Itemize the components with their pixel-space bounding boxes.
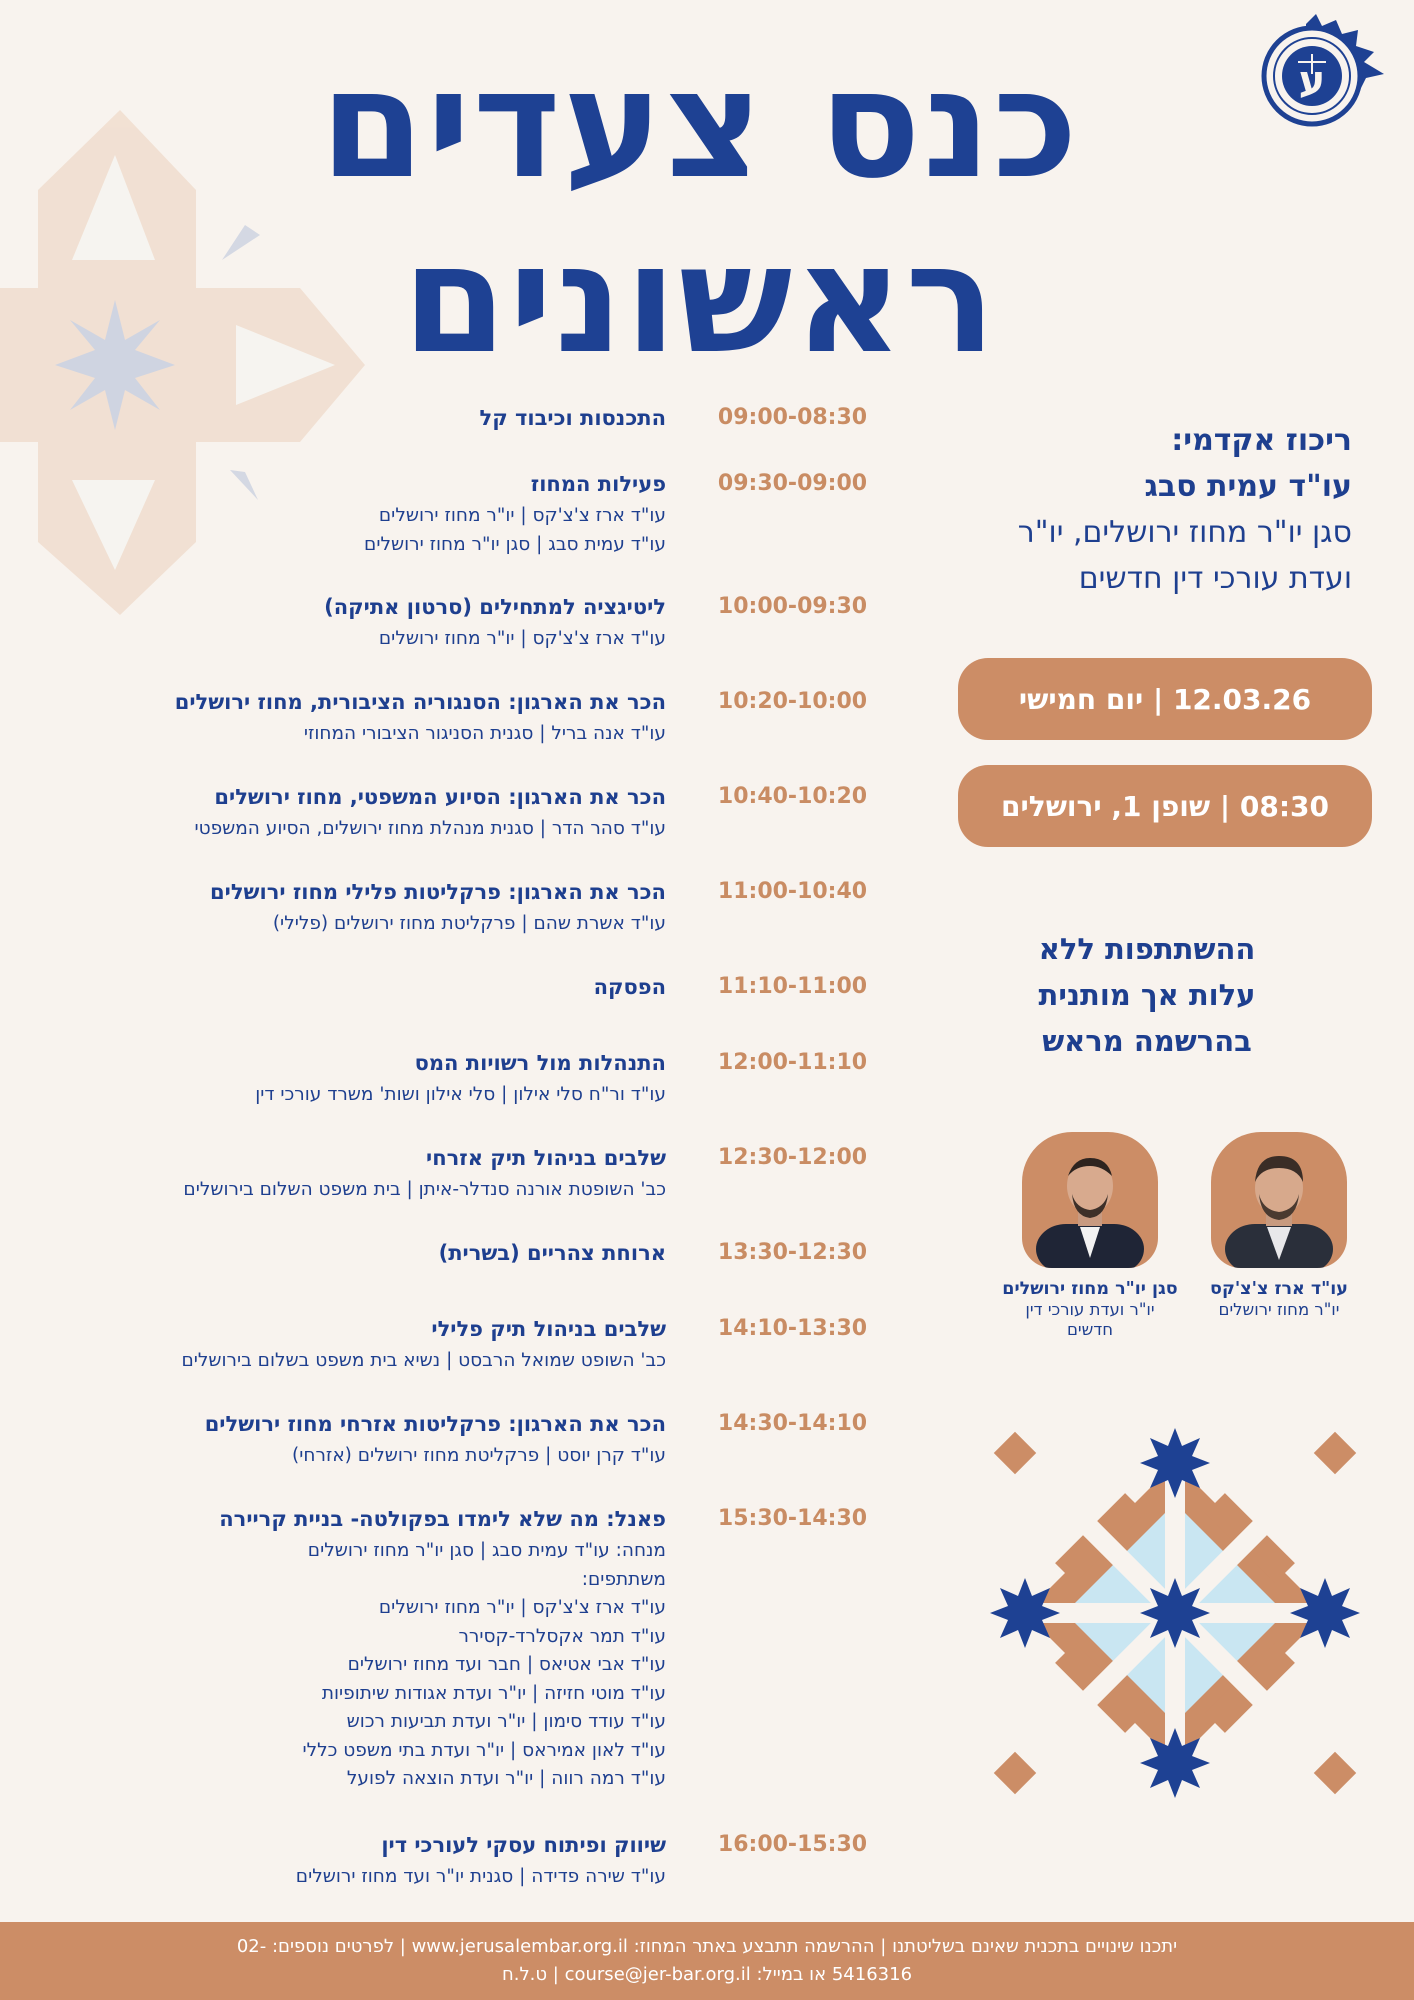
schedule-details <box>26 1501 666 1794</box>
academic-name: עו"ד עמית סבג <box>1144 469 1352 504</box>
schedule-details <box>26 1406 666 1471</box>
academic-heading: ריכוז אקדמי: <box>1171 423 1352 458</box>
schedule-speaker-line: עו"ד רמה רווה | יו"ר ועדת הוצאה לפועל <box>346 1768 666 1789</box>
schedule-speaker-line: מנחה: עו"ד עמית סבג | סגן יו"ר מחוז ירושלים <box>307 1540 666 1561</box>
person-card <box>1000 1132 1180 1340</box>
schedule-speaker-line: עו"ד ארז צ'צ'קס | יו"ר מחוז ירושלים <box>378 628 666 649</box>
schedule-speaker-line: עו"ד לאון אמיראס | יו"ר ועדת בתי משפט כללי <box>302 1739 666 1761</box>
schedule-speaker-line: עו"ד אשרת שהם | פרקליטת מחוז ירושלים (פלילי) <box>272 913 666 934</box>
participation-line-3: בהרשמה מראש <box>1042 1024 1252 1058</box>
person-photo <box>1211 1132 1347 1268</box>
schedule-time: 14:10-13:30 <box>717 1316 868 1341</box>
schedule-speaker-line: עו"ד ור"ח סלי אילון | סלי אילון ושות' משרד עורכי דין <box>255 1084 666 1105</box>
schedule-time: 10:00-09:30 <box>717 594 868 619</box>
schedule-details <box>26 779 666 844</box>
schedule-title: הכר את הארגון: הסנגוריה הציבורית, מחוז ירושלים <box>174 690 666 714</box>
event-date-badge <box>958 658 1372 740</box>
schedule-details <box>26 874 666 939</box>
schedule-title: הכר את הארגון: פרקליטות פלילי מחוז ירושלים <box>210 880 666 904</box>
schedule-speaker-line: עו"ד עודד סימון | יו"ר ועדת תביעות רכוש <box>346 1711 666 1732</box>
schedule-title: הכר את הארגון: הסיוע המשפטי, מחוז ירושלים <box>214 785 666 809</box>
schedule-details <box>26 1045 666 1110</box>
schedule-speaker-line: עו"ד תמר אקסלרד-קסירר <box>458 1625 666 1647</box>
schedule-time: 16:00-15:30 <box>717 1832 868 1857</box>
schedule-time: 10:40-10:20 <box>717 784 868 809</box>
schedule-speaker-line: כב' השופטת אורנה סנדלר-איתן | בית משפט השלום בירושלים <box>183 1179 666 1200</box>
schedule-speaker-line: משתתפים: <box>581 1568 666 1590</box>
schedule-time: 09:00-08:30 <box>717 405 868 430</box>
schedule-details <box>26 1140 666 1205</box>
schedule-time: 12:00-11:10 <box>717 1050 868 1075</box>
schedule-details <box>26 969 666 1005</box>
schedule-speaker-line: עו"ד אבי אטיאס | חבר ועד מחוז ירושלים <box>347 1654 666 1675</box>
schedule-title: שלבים בניהול תיק פלילי <box>431 1317 666 1341</box>
person-photo <box>1022 1132 1158 1268</box>
footer-line-1: יתכנו שינויים בתכנית שאינם בשליטתנו | ההרשמה תתבצע באתר המחוז: www.jerusalembar.org.il | לפרטים נוספים: -02 <box>236 1936 1178 1957</box>
footer <box>0 1922 1414 2000</box>
schedule-title: ליטיגציה למתחילים (סרטון אתיקה) <box>324 595 666 619</box>
schedule-speaker-line: עו"ד ארז צ'צ'קס | יו"ר מחוז ירושלים <box>378 1597 666 1618</box>
schedule-speaker-line: עו"ד שירה פדידה | סגנית יו"ר ועד מחוז ירושלים <box>295 1866 666 1887</box>
schedule-title: שיווק ופיתוח עסקי לעורכי דין <box>381 1833 666 1857</box>
participation-line-2: עלות אך מותנית <box>1038 978 1256 1012</box>
event-time-location: 08:30 | שופן 1, ירושלים <box>1001 789 1329 823</box>
schedule-speaker-line: עו"ד אנה בריל | סגנית הסניגור הציבורי המחוזי <box>303 723 666 744</box>
person-role: יו"ר מחוז ירושלים <box>1218 1300 1340 1319</box>
person-role: יו"ר ועדת עורכי דין חדשים <box>1025 1300 1155 1339</box>
svg-text:ע: ע <box>1298 58 1326 104</box>
schedule-speaker-line: עו"ד ארז צ'צ'קס | יו"ר מחוז ירושלים <box>378 505 666 526</box>
person-card <box>1189 1132 1369 1320</box>
footer-line-2: 5416316 או במייל: course@jer-bar.org.il | ט.ל.ח <box>501 1964 913 1985</box>
event-time-location-badge <box>958 765 1372 847</box>
schedule-speaker-line: עו"ד עמית סבג | סגן יו"ר מחוז ירושלים <box>364 533 666 555</box>
schedule-title: הכר את הארגון: פרקליטות אזרחי מחוז ירושלים <box>204 1412 666 1436</box>
schedule-details <box>26 1311 666 1376</box>
schedule-title: פאנל: מה שלא לימדו בפקולטה- בניית קריירה <box>219 1507 666 1531</box>
schedule-time: 11:10-11:00 <box>717 974 868 999</box>
schedule-speaker-line: עו"ד מוטי חזיזה | יו"ר ועדת אגודות שיתופיות <box>321 1682 666 1704</box>
bar-association-logo <box>1246 14 1386 134</box>
academic-role-line-1: סגן יו"ר מחוז ירושלים, יו"ר <box>1017 515 1352 550</box>
schedule-time: 15:30-14:30 <box>717 1506 868 1531</box>
event-title-line-1: כנס צעדים <box>320 38 1080 212</box>
schedule-details <box>26 589 666 654</box>
schedule-details <box>26 466 666 559</box>
person-name: סגן יו"ר מחוז ירושלים <box>1002 1279 1178 1299</box>
event-date: 12.03.26 | יום חמישי <box>1018 682 1312 716</box>
schedule-time: 14:30-14:10 <box>717 1411 868 1436</box>
academic-role-line-2: ועדת עורכי דין חדשים <box>1078 561 1352 596</box>
schedule-time: 10:20-10:00 <box>717 689 868 714</box>
schedule-speaker-line: עו"ד קרן יוסט | פרקליטת מחוז ירושלים (אזרחי) <box>292 1445 666 1466</box>
academic-coordinator <box>892 418 1352 602</box>
schedule-time: 13:30-12:30 <box>717 1240 868 1265</box>
schedule-title: התנהלות מול רשויות המס <box>414 1051 666 1075</box>
schedule-title: פעילות המחוז <box>530 472 666 496</box>
schedule-title: שלבים בניהול תיק אזרחי <box>426 1146 666 1170</box>
event-title-line-2: ראשונים <box>402 213 998 387</box>
schedule-title: הפסקה <box>593 975 666 999</box>
schedule-details <box>26 684 666 749</box>
person-name: עו"ד ארז צ'צ'קס <box>1210 1279 1348 1299</box>
schedule-speaker-line: כב' השופט שמואל הרבסט | נשיא בית משפט בשלום בירושלים <box>181 1350 666 1371</box>
participation-note <box>962 926 1332 1064</box>
schedule-title: התכנסות וכיבוד קל <box>479 406 666 430</box>
schedule-details <box>26 1827 666 1892</box>
schedule-time: 09:30-09:00 <box>717 471 868 496</box>
decorative-pattern <box>990 1428 1360 1798</box>
schedule-details <box>26 400 666 436</box>
schedule-details <box>26 1235 666 1271</box>
schedule-time: 12:30-12:00 <box>717 1145 868 1170</box>
schedule-speaker-line: עו"ד סהר הדר | סגנית מנהלת מחוז ירושלים, הסיוע המשפטי <box>194 818 666 839</box>
schedule-time: 11:00-10:40 <box>717 879 868 904</box>
participation-line-1: ההשתתפות ללא <box>1038 932 1256 966</box>
schedule-title: ארוחת צהריים (בשרית) <box>438 1241 666 1265</box>
